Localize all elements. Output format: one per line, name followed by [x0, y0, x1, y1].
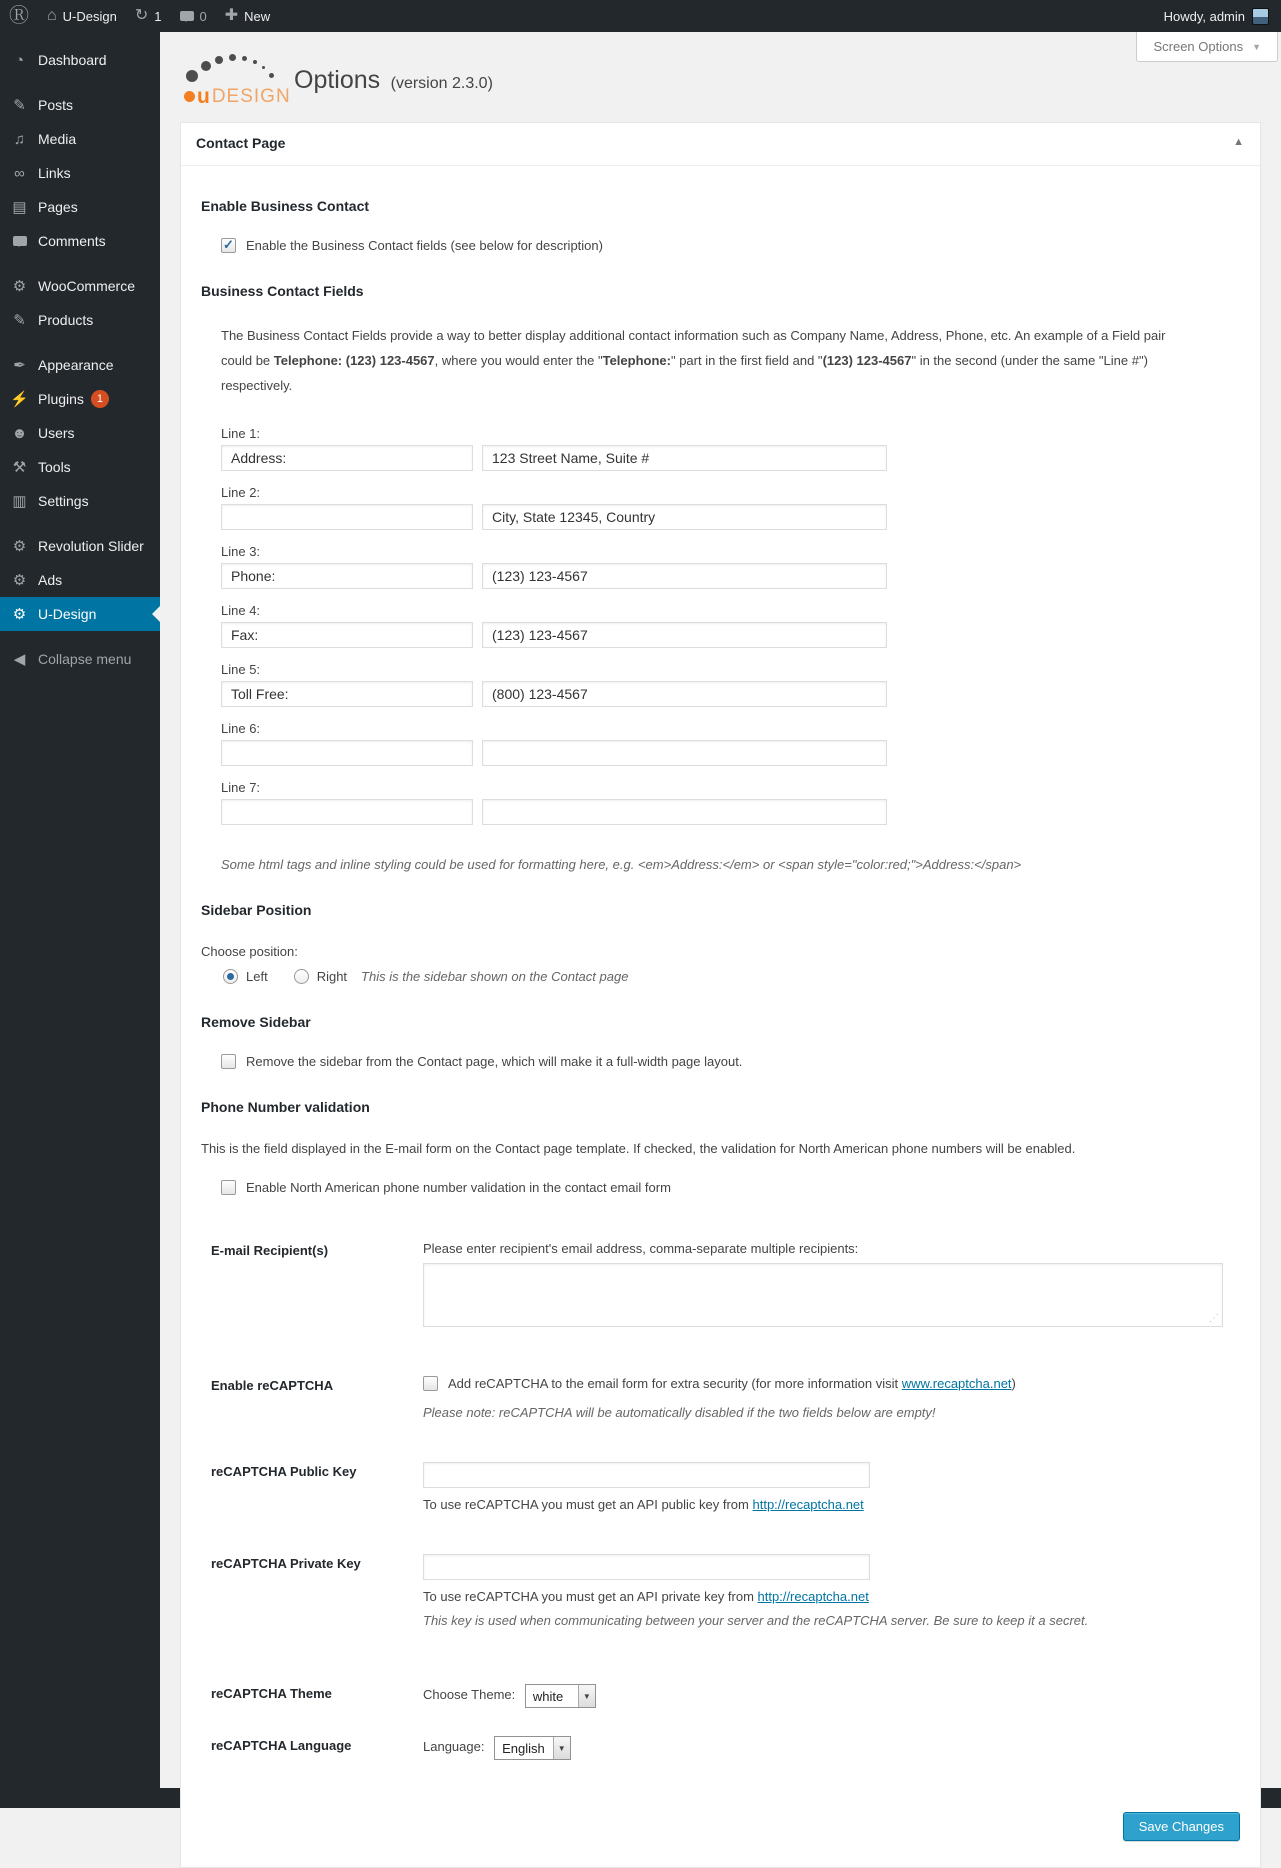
sidebar-item-settings[interactable] [0, 484, 160, 518]
admin-bar [0, 0, 1281, 32]
line-6-second-input[interactable] [482, 740, 887, 766]
media-icon: ♫ [13, 130, 26, 148]
line-3-label: Line 3: [221, 544, 261, 559]
recaptcha-language-select[interactable] [494, 1736, 571, 1760]
line-5-first-input[interactable] [221, 681, 473, 707]
recaptcha-public-key-input[interactable] [423, 1462, 870, 1488]
line-7-second-input[interactable] [482, 799, 887, 825]
private-key-note: This key is used when communicating between your server and the reCAPTCHA server. Be sure to keep it a secret. [423, 1613, 1089, 1628]
recaptcha-net-link[interactable]: http://recaptcha.net [757, 1589, 869, 1604]
sidebar-item-label: Ads [38, 572, 63, 588]
howdy-label: Howdy, admin [1163, 8, 1245, 24]
panel-title: Contact Page [196, 135, 286, 151]
collapse-panel-icon[interactable]: ▲ [1233, 136, 1244, 148]
enable-recaptcha-checkbox-row [423, 1376, 1240, 1391]
line-1-second-input[interactable] [482, 445, 887, 471]
sidebar-item-media[interactable] [0, 122, 160, 156]
updates-link[interactable] [126, 0, 171, 32]
remove-sidebar-heading: Remove Sidebar [201, 1014, 311, 1030]
recaptcha-language-row [201, 1736, 1240, 1760]
remove-sidebar-row [221, 1054, 1240, 1069]
recaptcha-language-label: reCAPTCHA Language [211, 1738, 352, 1753]
line-7-first-input[interactable] [221, 799, 473, 825]
line-4-label: Line 4: [221, 603, 261, 618]
gear-icon: ⚙ [12, 605, 27, 623]
new-content-menu[interactable] [216, 0, 279, 32]
enable-business-contact-checkbox[interactable] [221, 238, 236, 253]
wordpress-logo-icon: Ⓡ [9, 5, 29, 27]
udesign-logo [184, 53, 291, 108]
private-key-hint: To use reCAPTCHA you must get an API private key from http://recaptcha.net [423, 1589, 869, 1604]
sidebar-item-label: Media [38, 131, 77, 147]
sidebar-item-users[interactable] [0, 416, 160, 450]
sidebar-item-revolution-slider[interactable] [0, 529, 160, 563]
gear-icon: ⚙ [12, 537, 27, 555]
new-label: New [244, 8, 271, 24]
sidebar-item-label: Links [38, 165, 71, 181]
comments-count: 0 [199, 8, 207, 24]
sidebar-right-radio[interactable] [294, 969, 309, 984]
line-7-group [221, 780, 1240, 825]
formatting-note: Some html tags and inline styling could be used for formatting here, e.g. <em>Address:</em> or <span style="color:red;">Address:</span> [221, 857, 1022, 872]
line-1-group [221, 426, 1240, 471]
line-5-label: Line 5: [221, 662, 261, 677]
gear-icon: ⚙ [12, 571, 27, 589]
main-area [0, 32, 1281, 1834]
page-version: (version 2.3.0) [390, 74, 493, 92]
pages-icon: ▤ [12, 198, 27, 216]
sidebar-item-label: WooCommerce [38, 278, 135, 294]
business-contact-description: The Business Contact Fields provide a way to better display additional contact information such as Company Name, Address, Phone, etc. An example of a Field pair could be Telephone: (123) 123-4567, where you would enter the "Telephone:" part in the first field and "(123) 123-4567" in the second (under the same "Line #") respectively. [221, 328, 1166, 393]
enable-business-contact-row [221, 238, 1240, 253]
line-5-group [221, 662, 1240, 707]
resize-grip-icon[interactable]: ⋰ [1209, 1313, 1219, 1324]
user-icon: ☻ [11, 424, 28, 442]
line-3-first-input[interactable] [221, 563, 473, 589]
menu-separator [0, 518, 160, 529]
language-selected-value: English [502, 1741, 545, 1756]
recaptcha-public-key-row [201, 1462, 1240, 1512]
sidebar-item-pages[interactable] [0, 190, 160, 224]
site-name-link[interactable] [38, 0, 126, 32]
line-2-second-input[interactable] [482, 504, 887, 530]
line-6-group [221, 721, 1240, 766]
logo-u: u [197, 85, 210, 108]
panel-body [181, 166, 1260, 1867]
admin-bar-left [0, 0, 279, 32]
logo-bullet-icon [184, 91, 195, 102]
gear-icon: ⚙ [12, 277, 27, 295]
recaptcha-theme-label: reCAPTCHA Theme [211, 1686, 332, 1701]
line-4-first-input[interactable] [221, 622, 473, 648]
menu-separator [0, 631, 160, 642]
sidebar-item-label: Products [38, 312, 94, 328]
line-6-label: Line 6: [221, 721, 261, 736]
updates-count: 1 [154, 8, 162, 24]
collapse-menu-label: Collapse menu [38, 651, 132, 667]
sidebar-item-label: Dashboard [38, 52, 107, 68]
sliders-icon: ▥ [12, 492, 27, 510]
page-title: Options [294, 65, 381, 94]
content-area [160, 32, 1281, 1834]
brush-icon: ✒ [13, 356, 26, 374]
line-4-second-input[interactable] [482, 622, 887, 648]
site-name-label: U-Design [62, 8, 117, 24]
enable-recaptcha-text: Add reCAPTCHA to the email form for extra security (for more information visit www.recaptcha.net) [448, 1376, 1016, 1391]
sidebar-item-label: Plugins [38, 391, 84, 407]
public-key-hint: To use reCAPTCHA you must get an API public key from http://recaptcha.net [423, 1497, 864, 1512]
comments-link[interactable] [171, 0, 216, 32]
sidebar-item-label: Pages [38, 199, 78, 215]
email-recipients-label: E-mail Recipient(s) [211, 1243, 329, 1258]
pushpin-icon: ✎ [13, 311, 26, 329]
sidebar-left-label: Left [246, 969, 268, 984]
sidebar-item-tools[interactable] [0, 450, 160, 484]
line-2-group [221, 485, 1240, 530]
sidebar-item-label: Posts [38, 97, 74, 113]
sidebar-item-comments[interactable] [0, 224, 160, 258]
recaptcha-theme-select[interactable] [525, 1684, 596, 1708]
avatar [1252, 8, 1269, 25]
line-7-label: Line 7: [221, 780, 261, 795]
sidebar-item-label: Tools [38, 459, 71, 475]
contact-page-panel [180, 122, 1261, 1868]
plugin-icon: ⚡ [10, 390, 29, 408]
chain-links-icon: ∞ [14, 164, 25, 182]
phone-validation-description: This is the field displayed in the E-mail form on the Contact page template. If checked, the validation for North American phone numbers will be enabled. [201, 1141, 1076, 1156]
email-recipients-textarea[interactable] [423, 1263, 1223, 1327]
menu-separator [0, 258, 160, 269]
line-3-second-input[interactable] [482, 563, 887, 589]
sidebar-item-links[interactable] [0, 156, 160, 190]
chevron-down-icon: ▼ [1252, 41, 1261, 52]
plugins-update-badge: 1 [91, 390, 109, 408]
email-recipients-hint: Please enter recipient's email address, comma-separate multiple recipients: [423, 1241, 859, 1256]
recaptcha-private-key-input[interactable] [423, 1554, 870, 1580]
sidebar-item-u-design[interactable] [0, 597, 160, 631]
collapse-arrow-icon: ◀ [13, 650, 26, 668]
screen-options-tab[interactable] [1136, 32, 1278, 62]
choose-position-label: Choose position: [201, 944, 298, 959]
recaptcha-net-link[interactable]: http://recaptcha.net [752, 1497, 864, 1512]
language-label: Language: [423, 1739, 485, 1755]
email-recipients-row [201, 1241, 1240, 1330]
plus-icon: ✚ [224, 7, 239, 24]
collapse-menu-button[interactable] [0, 642, 160, 676]
sidebar-item-label: Appearance [38, 357, 114, 373]
enable-recaptcha-row [201, 1376, 1240, 1420]
business-contact-fields-heading: Business Contact Fields [201, 283, 364, 299]
line-1-label: Line 1: [221, 426, 261, 441]
admin-menu [0, 32, 160, 1788]
line-4-group [221, 603, 1240, 648]
remove-sidebar-label: Remove the sidebar from the Contact page, which will make it a full-width page layout. [246, 1054, 743, 1069]
recaptcha-private-key-label: reCAPTCHA Private Key [211, 1556, 361, 1571]
enable-recaptcha-checkbox[interactable] [423, 1376, 438, 1391]
wordpress-logo-menu[interactable] [0, 0, 38, 32]
dashboard-gauge-icon: ◔ [14, 51, 25, 69]
sidebar-item-products[interactable] [0, 303, 160, 337]
sidebar-item-label: Users [38, 425, 75, 441]
line-1-first-input[interactable] [221, 445, 473, 471]
remove-sidebar-checkbox[interactable] [221, 1054, 236, 1069]
page-title-wrap [294, 66, 493, 95]
theme-selected-value: white [532, 1689, 564, 1704]
recaptcha-theme-row [201, 1684, 1240, 1708]
sidebar-right-label: Right [316, 969, 348, 984]
line-5-second-input[interactable] [482, 681, 887, 707]
line-3-group [221, 544, 1240, 589]
tools-icon: ⚒ [12, 458, 27, 476]
pushpin-icon: ✎ [13, 96, 26, 114]
save-changes-button[interactable]: Save Changes [1123, 1812, 1240, 1841]
comments-bubble-icon [9, 234, 30, 249]
sidebar-item-woocommerce[interactable] [0, 269, 160, 303]
enable-business-contact-heading: Enable Business Contact [201, 198, 370, 214]
phone-validation-checkbox[interactable] [221, 1180, 236, 1195]
sidebar-item-label: Comments [38, 233, 106, 249]
enable-recaptcha-label: Enable reCAPTCHA [211, 1378, 334, 1393]
sidebar-position-note: This is the sidebar shown on the Contact page [361, 969, 629, 984]
sidebar-item-dashboard[interactable] [0, 43, 160, 77]
line-6-first-input[interactable] [221, 740, 473, 766]
recaptcha-form [201, 1241, 1240, 1841]
save-row [201, 1812, 1240, 1841]
logo-design-text: DESIGN [211, 86, 291, 107]
recaptcha-net-link[interactable]: www.recaptcha.net [901, 1376, 1012, 1391]
enable-business-contact-label: Enable the Business Contact fields (see below for description) [246, 238, 603, 253]
sidebar-position-heading: Sidebar Position [201, 902, 312, 918]
sidebar-item-label: U-Design [38, 606, 97, 622]
menu-separator [0, 337, 160, 348]
home-icon: ⌂ [47, 7, 57, 24]
menu-separator [0, 77, 160, 88]
enable-recaptcha-note: Please note: reCAPTCHA will be automatically disabled if the two fields below are empty! [423, 1405, 936, 1420]
updates-icon: ↻ [134, 7, 149, 24]
comments-bubble-icon [180, 11, 194, 21]
chevron-down-icon: ▼ [553, 1737, 570, 1759]
sidebar-position-radios [223, 969, 1240, 984]
sidebar-item-label: Settings [38, 493, 89, 509]
phone-validation-heading: Phone Number validation [201, 1099, 370, 1115]
screen-options-label: Screen Options [1153, 39, 1244, 54]
sidebar-item-posts[interactable] [0, 88, 160, 122]
chevron-down-icon: ▼ [578, 1685, 595, 1707]
recaptcha-public-key-label: reCAPTCHA Public Key [211, 1464, 357, 1479]
phone-validation-row [221, 1180, 1240, 1195]
business-contact-lines [201, 426, 1240, 825]
account-menu[interactable] [1164, 8, 1281, 25]
recaptcha-private-key-row [201, 1554, 1240, 1628]
sidebar-item-appearance[interactable] [0, 348, 160, 382]
line-2-first-input[interactable] [221, 504, 473, 530]
line-2-label: Line 2: [221, 485, 261, 500]
sidebar-item-label: Revolution Slider [38, 538, 144, 554]
sidebar-item-plugins[interactable] [0, 382, 160, 416]
panel-header[interactable] [181, 123, 1260, 166]
phone-validation-label: Enable North American phone number validation in the contact email form [246, 1180, 671, 1195]
page-header [184, 52, 1261, 108]
sidebar-left-radio[interactable] [223, 969, 238, 984]
sidebar-item-ads[interactable] [0, 563, 160, 597]
choose-theme-label: Choose Theme: [423, 1687, 516, 1703]
